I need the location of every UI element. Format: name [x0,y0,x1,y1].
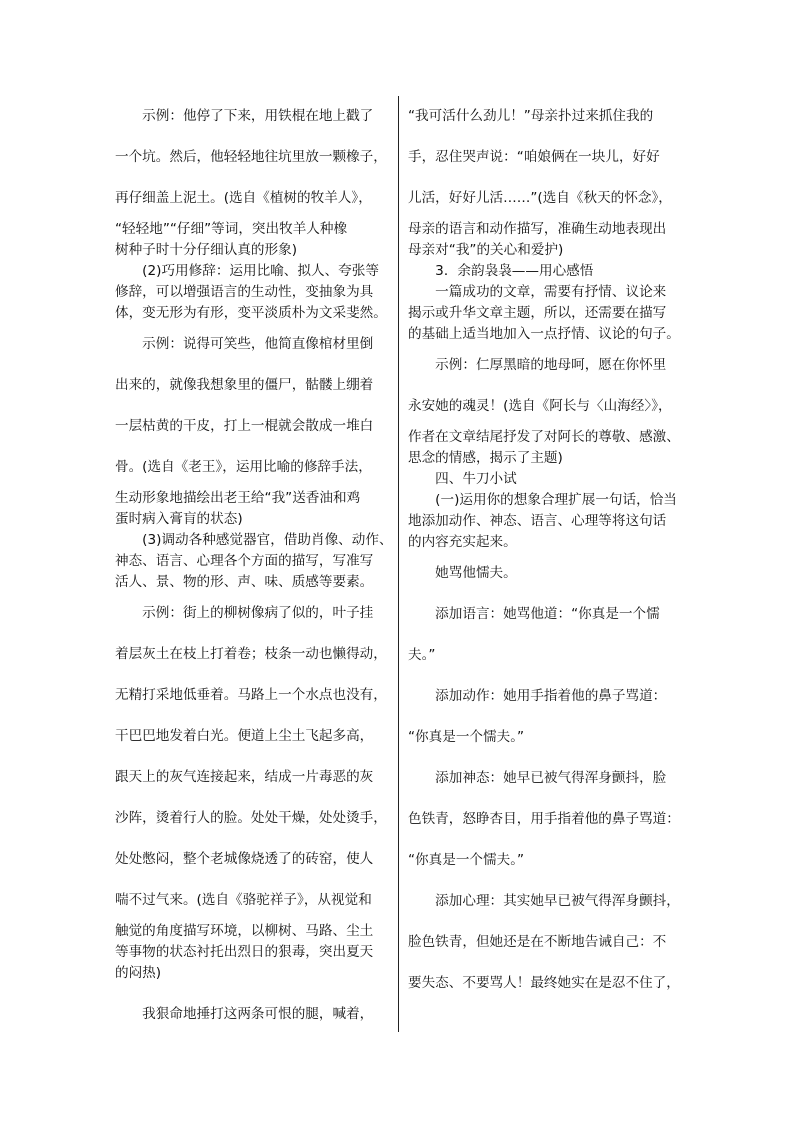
right-column-line: 母亲的语言和动作描写，准确生动地表现出 [408,221,667,237]
right-column-line: 的基础上适当地加入一点抒情、议论的句子。 [408,326,680,342]
right-text-column [408,96,685,1004]
right-column-line: 添加心理：其实她早已被气得浑身颤抖， [408,893,680,909]
left-column-line: (2)巧用修辞：运用比喻、拟人、夸张等 [115,263,379,279]
left-column-line: 神态、语言、心理各个方面的描写，写准写 [115,553,374,569]
right-column-line: 示例：仁厚黑暗的地母呵，愿在你怀里 [408,357,667,373]
left-column-line [115,984,392,1004]
left-column-line: 触觉的角度描写环境，以柳树、马路、尘土 [115,923,374,939]
right-column-line: 思念的情感，揭示了主题) [408,450,563,466]
right-column-line: “我可活什么劲儿！”母亲扑过来抓住我的 [408,108,654,124]
right-column-line: “你真是一个懦夫。” [408,729,525,745]
right-column-line: 她骂他懦夫。 [408,565,517,581]
left-column-line: 喘不过气来。(选自《骆驼祥子》，从视觉和 [115,892,372,908]
left-column-line: 示例：他停了下来，用铁棍在地上戳了 [115,108,374,124]
left-column-line: 一个坑。然后，他轻轻地往坑里放一颗橡子， [115,149,387,165]
left-column-line: 跟天上的灰气连接起来，结成一片毒恶的灰 [115,769,374,785]
left-column-line: 再仔细盖上泥土。(选自《植树的牧羊人》， [115,190,372,206]
left-column-line: 树种子时十分仔细认真的形象) [115,242,298,258]
left-column-line: 的闷热) [115,965,162,981]
left-column-line: 我狠命地捶打这两条可恨的腿，喊着， [115,1006,374,1022]
right-column-line: 地添加动作、神态、语言、心理等将这句话 [408,513,667,529]
right-column-line: 添加神态：她早已被气得浑身颤抖，脸 [408,770,667,786]
left-column-line: 示例：街上的柳树像病了似的，叶子挂 [115,605,374,621]
right-column-line: 揭示或升华文章主题，所以，还需要在描写 [408,305,667,321]
right-column-line: (一)运用你的想象合理扩展一句话，恰当 [408,492,677,508]
left-column-line: “轻轻地”“仔细”等词，突出牧羊人种橡 [115,221,348,237]
right-column-line: 的内容充实起来。 [408,534,517,550]
right-column-line: 脸色铁青，但她还是在不断地告诫自己：不 [408,934,667,950]
column-divider [398,96,399,1032]
right-column-line: 3．余韵袅袅——用心感悟 [408,263,594,279]
right-column-line: 四、牛刀小试 [408,471,517,487]
left-column-line: 出来的，就像我想象里的僵尸，骷髅上绷着 [115,377,374,393]
right-column-line: 添加动作：她用手指着他的鼻子骂道： [408,688,667,704]
left-column-line: 处处憋闷，整个老城像烧透了的砖窑，使人 [115,851,374,867]
left-column-line: 一层枯黄的干皮，打上一棍就会散成一堆白 [115,418,374,434]
right-column-line: 添加语言：她骂他道：“你真是一个懦 [408,606,660,622]
right-column-line: 母亲对“我”的关心和爱护) [408,242,564,258]
right-column-line: 永安她的魂灵！(选自《阿长与〈山海经〉》， [408,398,672,414]
left-column-line: 修辞，可以增强语言的生动性，变抽象为具 [115,284,374,300]
left-column-line: 等事物的状态衬托出烈日的狠毒，突出夏天 [115,944,374,960]
right-column-line: 儿活，好好儿活……”(选自《秋天的怀念》， [408,190,672,206]
right-column-line: 要失态、不要骂人！最终她实在是忍不住了， [408,975,680,991]
left-column-line: 蛋时病入膏肓的状态) [115,511,243,527]
right-column-line: 一篇成功的文章，需要有抒情、议论来 [408,284,667,300]
left-column-line: 无精打采地低垂着。马路上一个水点也没有， [115,687,387,703]
right-column-line: 色铁青，怒睁杏目，用手指着他的鼻子骂道： [408,811,680,827]
right-column-line: “你真是一个懦夫。” [408,852,525,868]
left-column-line: 体，变无形为有形，变平淡质朴为文采斐然。 [115,305,387,321]
left-column-line: 沙阵，烫着行人的脸。处处干燥，处处烫手， [115,810,387,826]
right-column-line: 夫。” [408,647,436,663]
right-column-line: 手，忍住哭声说：“咱娘俩在一块儿，好好 [408,149,660,165]
left-column-line: 骨。(选自《老王》，运用比喻的修辞手法， [115,459,372,475]
left-column-line: 干巴巴地发着白光。便道上尘土飞起多高， [115,728,374,744]
left-text-column [115,96,392,1025]
left-column-line: 示例：说得可笑些，他简直像棺材里倒 [115,336,374,352]
left-column-line: 生动形象地描绘出老王给“我”送香油和鸡 [115,490,361,506]
left-column-line: 着层灰土在枝上打着卷；枝条一动也懒得动， [115,646,387,662]
left-column-line: 活人、景、物的形、声、味、质感等要素。 [115,574,374,590]
right-column-line: 作者在文章结尾抒发了对阿长的尊敬、感激、 [408,429,680,445]
left-column-line: (3)调动各种感觉器官，借助肖像、动作、 [115,532,393,548]
